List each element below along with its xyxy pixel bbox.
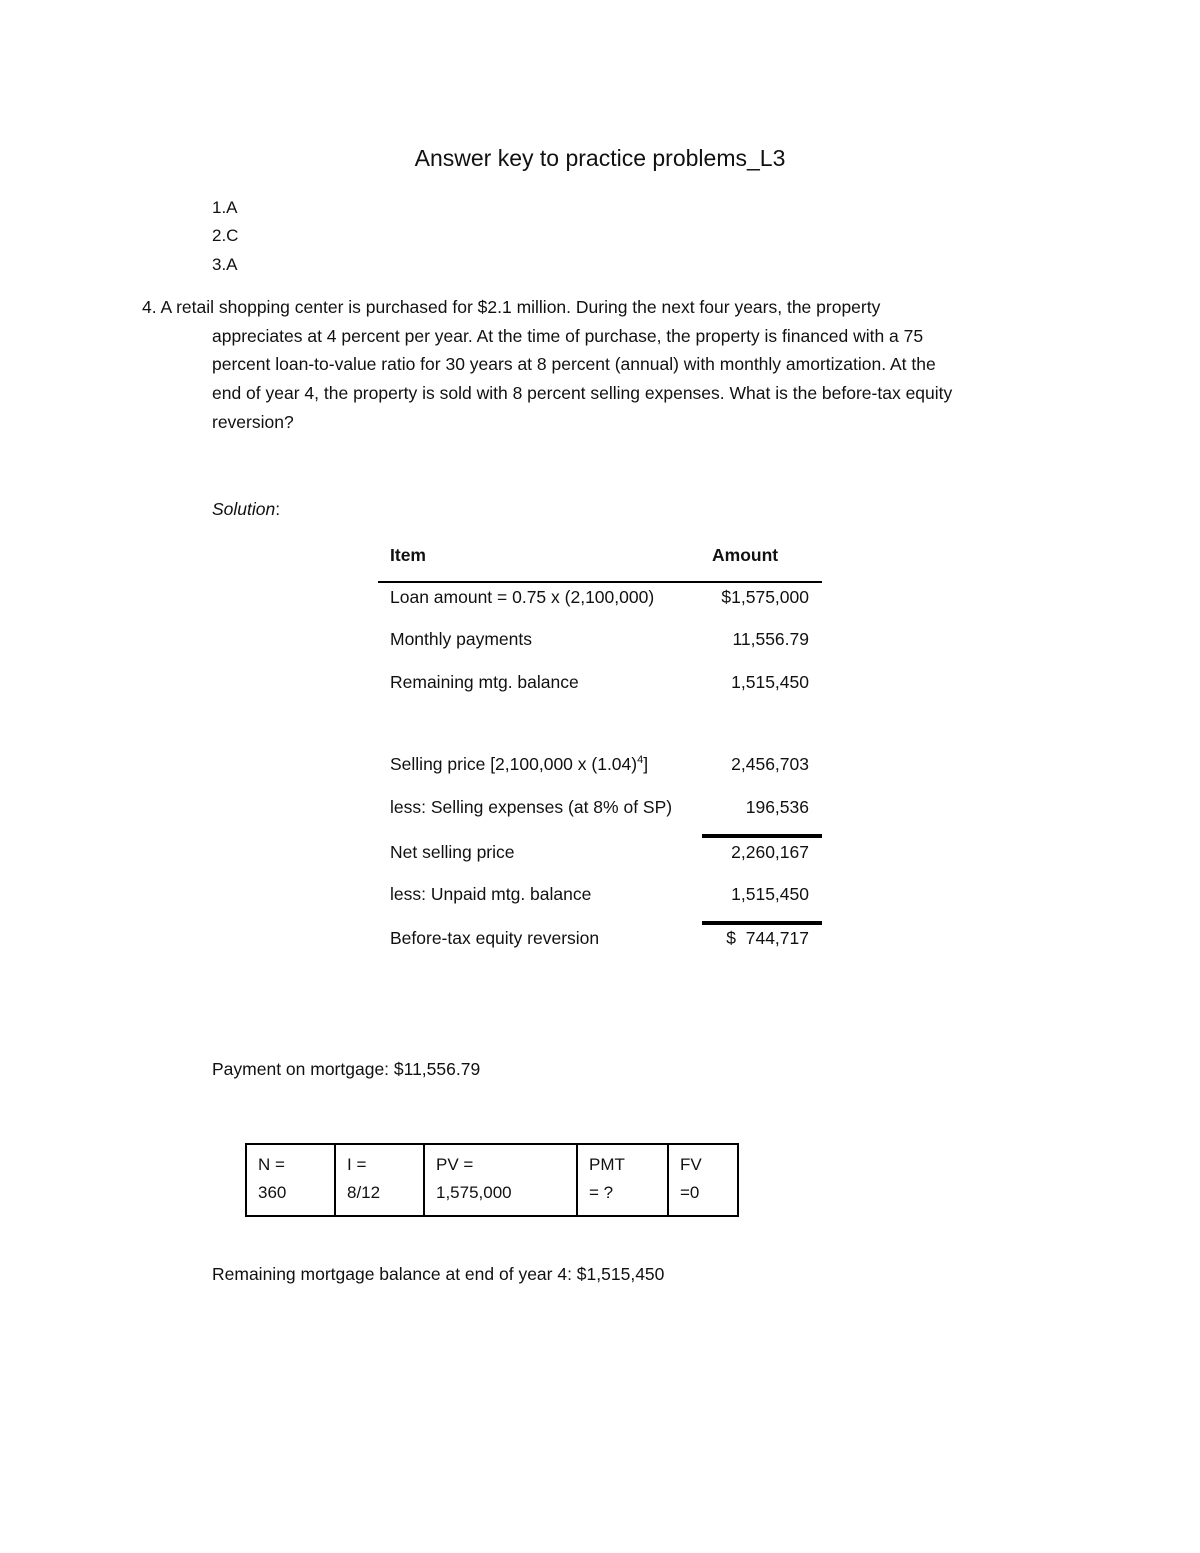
subtotal-rule bbox=[702, 834, 822, 838]
table-row-amount: 2,260,167 bbox=[731, 842, 809, 862]
table-row-item: Monthly payments bbox=[390, 629, 533, 649]
problem-line-1: 4. A retail shopping center is purchased for $2.1 million. During the next four years, the property bbox=[142, 297, 881, 317]
page-title: Answer key to practice problems_L3 bbox=[414, 145, 786, 171]
table-row bbox=[246, 1144, 738, 1216]
table-row-item: less: Unpaid mtg. balance bbox=[390, 884, 592, 904]
table-row-item: Loan amount = 0.75 x (2,100,000) bbox=[390, 587, 655, 607]
table-row-amount: 196,536 bbox=[745, 797, 809, 817]
payment-label: Payment on mortgage: $11,556.79 bbox=[212, 1059, 481, 1079]
problem-line-5: reversion? bbox=[212, 412, 294, 432]
problem-number: 4. bbox=[142, 297, 157, 317]
tvm-cell-i: I = 8/12 bbox=[335, 1144, 424, 1216]
tvm-cell-pv: PV = 1,575,000 bbox=[424, 1144, 577, 1216]
answer-1: 1.A bbox=[212, 198, 238, 217]
table-header-amount: Amount bbox=[712, 545, 779, 565]
header-rule bbox=[378, 581, 822, 583]
answer-3: 3.A bbox=[212, 255, 238, 274]
problem-line-3: percent loan-to-value ratio for 30 years at 8 percent (annual) with monthly amortization. At the bbox=[212, 354, 936, 374]
remaining-balance-label: Remaining mortgage balance at end of year 4: $1,515,450 bbox=[212, 1264, 665, 1284]
table-row-amount: 2,456,703 bbox=[731, 754, 809, 774]
answer-2: 2.C bbox=[212, 226, 239, 245]
table-row-item: Net selling price bbox=[390, 842, 515, 862]
total-rule bbox=[702, 921, 822, 925]
table-row-item: Selling price [2,100,000 x $(1.04)^4$] bbox=[390, 754, 649, 774]
table-header-item: Item bbox=[390, 545, 426, 565]
tvm-cell-fv: FV =0 bbox=[668, 1144, 738, 1216]
table-row-item: less: Selling expenses (at 8% of SP) bbox=[390, 797, 673, 817]
table-row-item: Remaining mtg. balance bbox=[390, 672, 579, 692]
problem-line-4: end of year 4, the property is sold with 8 percent selling expenses. What is the before-tax equity bbox=[212, 383, 953, 403]
table-row-amount: 11,556.79 bbox=[732, 629, 809, 649]
table-row-amount: $ 744,717 bbox=[726, 928, 809, 948]
tvm-table bbox=[245, 1143, 739, 1217]
table-row-item: Before-tax equity reversion bbox=[390, 928, 600, 948]
tvm-cell-n: N = 360 bbox=[246, 1144, 335, 1216]
table-row-amount: 1,515,450 bbox=[731, 884, 809, 904]
tvm-cell-pmt: PMT = ? bbox=[577, 1144, 668, 1216]
problem-line-2: appreciates at 4 percent per year. At the time of purchase, the property is financed with a 75 bbox=[212, 326, 924, 346]
table-row-amount: 1,515,450 bbox=[731, 672, 809, 692]
table-row-amount: $1,575,000 bbox=[721, 587, 809, 607]
solution-label: Solution: bbox=[212, 499, 281, 519]
